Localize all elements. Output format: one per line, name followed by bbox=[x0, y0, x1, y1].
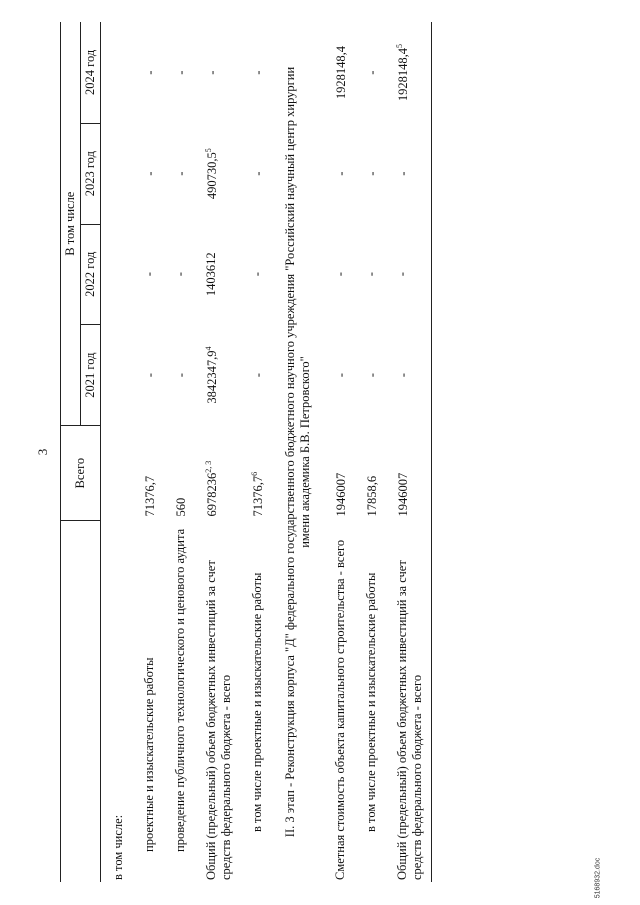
cell-value: 3842347,9 bbox=[205, 350, 220, 404]
footnote-marker: 5 bbox=[395, 44, 404, 49]
table-row bbox=[194, 22, 240, 882]
row-label: Общий (предельный) объем бюджетных инвестиций за счет средств федерального бюджета - всего bbox=[204, 560, 233, 880]
in-total-header: В том числе bbox=[61, 22, 81, 426]
cell-value: 1928148,4 bbox=[396, 48, 411, 102]
total-value bbox=[101, 426, 133, 521]
cell-value: - bbox=[364, 272, 378, 277]
total-value bbox=[194, 426, 240, 521]
cell-value: 1946007 bbox=[334, 472, 349, 517]
year-2022-value bbox=[163, 224, 194, 324]
year-2022-value bbox=[385, 224, 432, 324]
cell-value: - bbox=[365, 70, 380, 75]
total-value bbox=[132, 426, 163, 521]
row-label: проектные и изыскательские работы bbox=[142, 657, 156, 852]
name-header bbox=[61, 520, 101, 882]
cell-value: 17858,6 bbox=[365, 475, 380, 517]
year-2024-value bbox=[240, 22, 271, 123]
footnote-marker: 4 bbox=[204, 346, 213, 351]
cell-value: - bbox=[251, 70, 266, 75]
year-2021-value bbox=[385, 324, 432, 426]
cell-value: - bbox=[205, 70, 220, 75]
cell-value: 1403612 bbox=[204, 252, 218, 297]
row-label: Общий (предельный) объем бюджетных инвестиций за счет средств федерального бюджета - всего bbox=[385, 520, 432, 882]
year-header: 2024 год bbox=[81, 22, 101, 123]
year-header: 2023 год bbox=[81, 123, 101, 224]
cell-value: - bbox=[143, 70, 158, 75]
total-value bbox=[323, 426, 354, 521]
table-row bbox=[385, 22, 432, 882]
year-2024-value bbox=[323, 22, 354, 123]
year-2021-value bbox=[194, 324, 240, 426]
cell-value: - bbox=[251, 171, 266, 176]
document-table-rotated bbox=[60, 22, 615, 882]
table-row bbox=[323, 22, 354, 882]
year-2024-value bbox=[163, 22, 194, 123]
cell-value: - bbox=[142, 272, 156, 277]
year-2022-value bbox=[101, 224, 133, 324]
total-header: Всего bbox=[61, 426, 101, 521]
cell-value: 71376,7 bbox=[143, 475, 158, 517]
year-2023-value bbox=[194, 123, 240, 224]
cell-value: - bbox=[143, 171, 158, 176]
cell-value: - bbox=[143, 373, 158, 378]
cell-value: - bbox=[396, 171, 411, 176]
cell-value: - bbox=[334, 171, 349, 176]
year-2021-value bbox=[354, 324, 385, 426]
year-2022-value bbox=[240, 224, 271, 324]
cell-value: 71376,7 bbox=[251, 475, 266, 517]
year-2024-value bbox=[194, 22, 240, 123]
year-2021-value bbox=[323, 324, 354, 426]
year-2024-value bbox=[132, 22, 163, 123]
year-2023-value bbox=[354, 123, 385, 224]
total-value bbox=[240, 426, 271, 521]
cell-value: 1946007 bbox=[396, 472, 411, 517]
year-2024-value bbox=[101, 22, 133, 123]
cell-value: - bbox=[365, 171, 380, 176]
row-label: в том числе проектные и изыскательские работы bbox=[364, 572, 378, 832]
cell-value: - bbox=[396, 373, 411, 378]
year-2021-value bbox=[132, 324, 163, 426]
year-header: 2021 год bbox=[81, 324, 101, 426]
year-2022-value bbox=[132, 224, 163, 324]
total-value bbox=[354, 426, 385, 521]
year-2022-value bbox=[194, 224, 240, 324]
year-2021-value bbox=[101, 324, 133, 426]
row-label: Сметная стоимость объекта капитального строительства - всего bbox=[333, 539, 347, 880]
year-2023-value bbox=[385, 123, 432, 224]
table-row bbox=[240, 22, 271, 882]
page-number: 3 bbox=[35, 448, 50, 456]
cell-value: - bbox=[250, 272, 264, 277]
footnote-marker: 5 bbox=[204, 148, 213, 153]
year-2024-value bbox=[354, 22, 385, 123]
stage-heading: II. 3 этап - Реконструкция корпуса "Д" федерального государственного бюджетного научного учреждения "Российский научный центр хирургии имени академика Б.В. Петровского" bbox=[283, 66, 312, 838]
table-row bbox=[132, 22, 163, 882]
footnote-marker: 2, 3 bbox=[204, 460, 213, 473]
year-2021-value bbox=[240, 324, 271, 426]
table-row bbox=[354, 22, 385, 882]
year-2023-value bbox=[132, 123, 163, 224]
cell-value: 6978236 bbox=[205, 472, 220, 517]
cell-value: - bbox=[334, 373, 349, 378]
cell-value: 490730,5 bbox=[205, 152, 220, 200]
cell-value: - bbox=[174, 171, 189, 176]
investment-table bbox=[60, 22, 432, 882]
table-row bbox=[163, 22, 194, 882]
row-label: проведение публичного технологического и ценового аудита bbox=[173, 528, 187, 852]
cell-value: - bbox=[251, 373, 266, 378]
cell-value: 1928148,4 bbox=[334, 46, 349, 100]
total-value bbox=[385, 426, 432, 521]
cell-value: - bbox=[173, 272, 187, 277]
cell-value: - bbox=[333, 272, 347, 277]
table-row bbox=[101, 22, 133, 882]
cell-value: - bbox=[395, 272, 409, 277]
cell-value: 560 bbox=[174, 497, 189, 517]
year-2023-value bbox=[163, 123, 194, 224]
year-2023-value bbox=[323, 123, 354, 224]
total-value bbox=[163, 426, 194, 521]
footnote-marker: 6 bbox=[250, 471, 259, 476]
year-2023-value bbox=[101, 123, 133, 224]
cell-value: - bbox=[174, 373, 189, 378]
row-label: в том числе проектные и изыскательские работы bbox=[250, 572, 264, 832]
year-2022-value bbox=[354, 224, 385, 324]
year-2023-value bbox=[240, 123, 271, 224]
cell-value: - bbox=[174, 70, 189, 75]
year-2022-value bbox=[323, 224, 354, 324]
cell-value: - bbox=[365, 373, 380, 378]
year-2021-value bbox=[163, 324, 194, 426]
footer-filename: 5168932.doc bbox=[594, 857, 602, 899]
year-2024-value bbox=[385, 22, 432, 123]
row-label: в том числе: bbox=[111, 814, 125, 880]
year-header: 2022 год bbox=[81, 224, 101, 324]
